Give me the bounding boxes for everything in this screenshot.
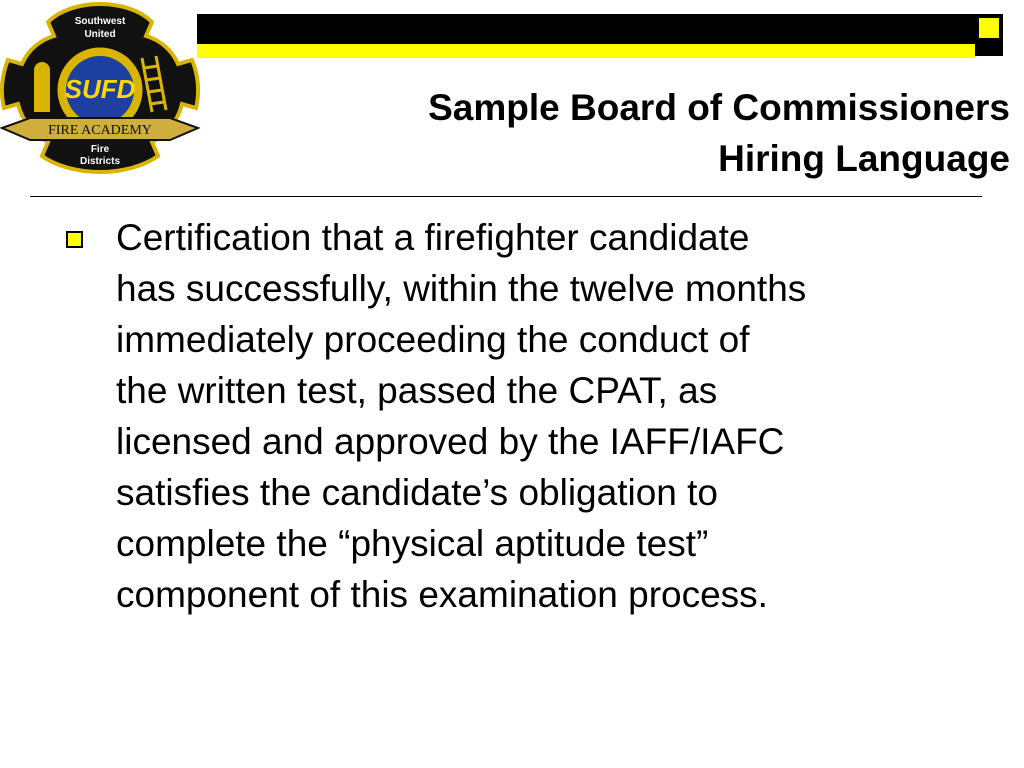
header-bar-yellow	[197, 44, 975, 58]
sufd-fire-academy-logo	[0, 0, 200, 175]
logo-top-line-2: United	[84, 29, 116, 40]
header-end-box-highlight	[979, 18, 999, 38]
bullet-line: has successfully, within the twelve months	[116, 268, 807, 309]
header-bar-black	[197, 14, 975, 44]
logo-top-line-1: Southwest	[74, 16, 126, 27]
square-bullet-icon	[66, 231, 83, 248]
bullet-line: the written test, passed the CPAT, as	[116, 370, 718, 411]
title-line-2: Hiring Language	[718, 138, 1010, 179]
title-line-1: Sample Board of Commissioners	[428, 87, 1010, 128]
logo-center-text: SUFD	[64, 74, 136, 104]
logo-bottom-line-2: Districts	[79, 156, 121, 167]
bullet-line: immediately proceeding the conduct of	[116, 319, 750, 360]
logo-banner-text: FIRE ACADEMY	[48, 123, 152, 138]
bullet-line: satisfies the candidate’s obligation to	[116, 472, 718, 513]
bullet-line: Certification that a firefighter candidate	[116, 217, 750, 258]
bullet-line: complete the “physical aptitude test”	[116, 523, 709, 564]
bullet-line: licensed and approved by the IAFF/IAFC	[116, 421, 785, 462]
bullet-text	[116, 212, 986, 620]
logo-bottom-line-1: Fire	[90, 144, 110, 155]
bullet-line: component of this examination process.	[116, 574, 768, 615]
slide-title	[230, 82, 1010, 184]
title-divider	[30, 196, 982, 197]
